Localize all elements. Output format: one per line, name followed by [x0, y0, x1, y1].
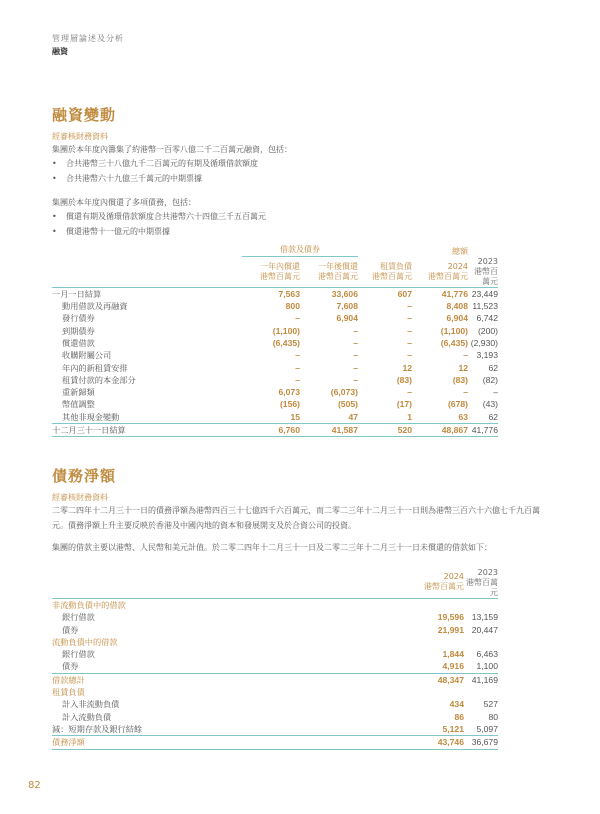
table-group-row: 流動負債中的借款 [52, 636, 118, 647]
bullet-icon: • [52, 173, 57, 183]
table-row: 債券 21,991 20,447 [62, 624, 498, 635]
table-row: 發行債券 – 6,904 – 6,904 6,742 [62, 313, 498, 324]
raised-list [52, 157, 258, 186]
table-row: 銀行借款 19,596 13,159 [62, 612, 498, 623]
table-row: 銀行借款 1,844 6,463 [62, 649, 498, 660]
borrowings-table [52, 568, 498, 750]
table-total-row: 債務淨額 43,746 36,679 [52, 737, 498, 748]
col-header: 一年內償還 港幣百萬元 [242, 257, 300, 288]
table-group-header-row [52, 244, 498, 257]
net-debt-paragraph-1: 二零二四年十二月三十一日的債務淨額為港幣四百三十七億四千六百萬元，而二零二三年十二月三十一日則為港幣三百六十六億七千九百萬元。債務淨額上升主要反映於香港及中國內地的資本和發展開支及於合資公司的投資。 [52, 506, 540, 530]
col-header: 2024 港幣百萬元 [418, 568, 464, 599]
table-row: 收購附屬公司 – – – – 3,193 [62, 350, 498, 361]
section-title-financing-changes: 融資變動 [52, 106, 117, 124]
intro-raised: 集團於本年度內籌集了約港幣一百零八億二千二百萬元融資，包括： [52, 145, 292, 154]
table-row: 租賃付款的本金部分 – – (83) (83) (82) [62, 374, 498, 385]
list-item: • 償還港幣十一億元的中期票據 [52, 225, 266, 240]
table-header-row [52, 568, 498, 599]
bullet-icon: • [52, 212, 57, 221]
group-header-borrowings: 借款及債券 [242, 244, 358, 257]
table-row: 償還借款 (6,435) – – (6,435) (2,930) [62, 337, 498, 348]
table-group-row: 租賃負債 [52, 687, 85, 698]
col-header: 租賃負債 港幣百萬元 [358, 257, 412, 288]
table-header-row [52, 257, 498, 288]
table-row: 幣值調整 (156) (505) (17) (678) (43) [62, 399, 498, 410]
table-group-row: 非流動負債中的借款 [52, 600, 126, 610]
col-header: 2023 港幣百萬元 [468, 257, 498, 288]
bullet-icon: • [52, 226, 57, 236]
table-row: 動用借款及再融資 800 7,608 – 8,408 11,523 [62, 301, 498, 312]
intro-repaid: 集團於本年度內償還了多項債務，包括： [52, 198, 196, 207]
repaid-list [52, 210, 266, 239]
total-header: 總額 [452, 246, 468, 256]
audited-label: 經審核財務資料 [52, 132, 108, 141]
table-row: 到期債券 (1,100) – – (1,100) (200) [62, 325, 498, 336]
section-title-net-debt: 債務淨額 [52, 467, 117, 485]
col-header: 2024 港幣百萬元 [412, 257, 468, 288]
table-row: 重新歸類 6,073 (6,073) – – – [62, 387, 498, 398]
running-header-subsection: 融資 [52, 47, 68, 56]
page-number: 82 [28, 780, 41, 791]
table-row: 計入非流動負債 434 527 [62, 699, 498, 710]
table-row: 一月一日結算 7,563 33,606 607 41,776 23,449 [52, 288, 498, 299]
audited-label: 經審核財務資料 [52, 493, 108, 502]
list-item: • 合共港幣六十九億三千萬元的中期票據 [52, 172, 258, 187]
list-item: • 合共港幣三十八億九千二百萬元的有期及循環借款額度 [52, 157, 258, 172]
running-header-section: 管理層論述及分析 [52, 34, 124, 43]
table-row: 計入流動負債 86 80 [62, 711, 498, 722]
col-header: 2023 港幣百萬元 [466, 568, 498, 597]
financing-movement-table [52, 244, 498, 437]
table-closing-row: 十二月三十一日結算 6,760 41,587 520 48,867 41,776 [52, 425, 498, 436]
net-debt-paragraph-2: 集團的借款主要以港幣、人民幣和美元計值。於二零二四年十二月三十一日及二零二三年十二月三十一日未償還的借款如下： [52, 543, 492, 552]
col-header: 一年後償還 港幣百萬元 [300, 257, 358, 288]
table-subtotal-row: 借款總計 48,347 41,169 [52, 674, 498, 685]
list-item: • 償還有期及循環借款額度合共港幣六十四億三千五百萬元 [52, 210, 266, 225]
table-row: 減：短期存款及銀行結餘 5,121 5,097 [52, 723, 498, 734]
table-row: 債券 4,916 1,100 [52, 660, 498, 673]
table-row: 其他非現金變動 15 47 1 63 62 [62, 411, 498, 422]
table-row: 年內的新租賃安排 – – 12 12 62 [62, 362, 498, 373]
bullet-icon: • [52, 159, 57, 168]
